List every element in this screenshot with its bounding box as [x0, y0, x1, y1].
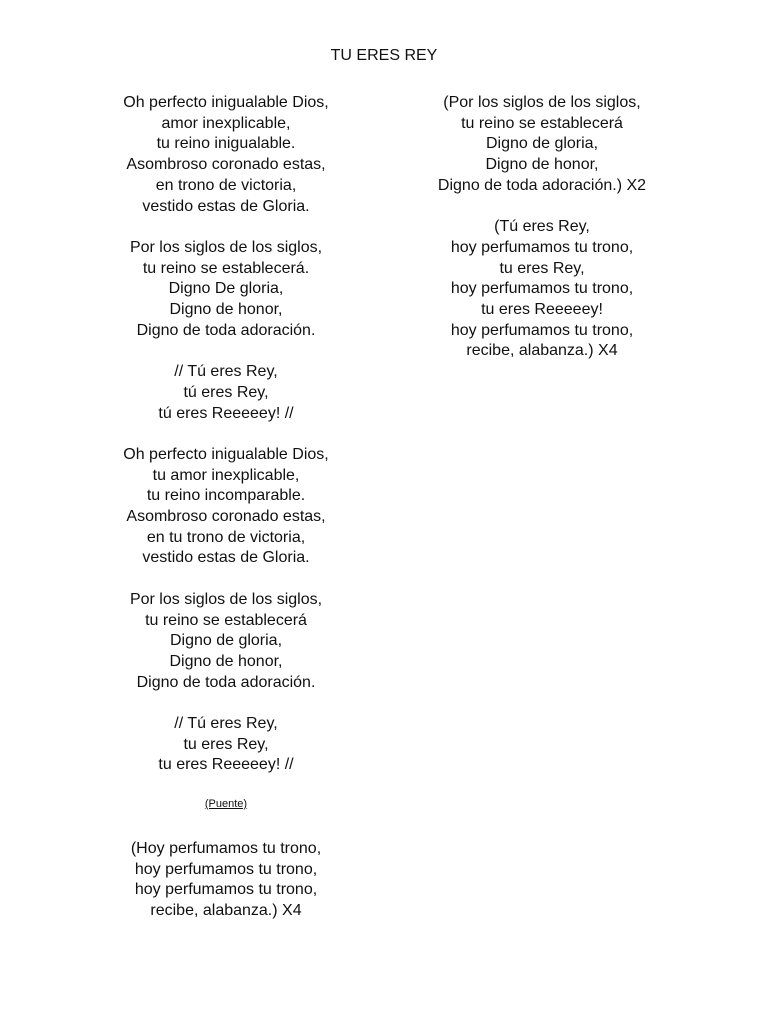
lyric-line: vestido estas de Gloria. — [142, 549, 310, 567]
stanza — [96, 238, 356, 342]
stanza — [96, 445, 356, 569]
stanza — [96, 714, 356, 776]
stanza — [96, 93, 356, 217]
lyric-line: vestido estas de Gloria. — [142, 197, 310, 215]
lyric-line: (Por los siglos de los siglos, — [443, 94, 641, 111]
lyric-line: tu amor inexplicable, — [152, 466, 300, 484]
bridge-label: (Puente) — [204, 797, 248, 810]
lyric-line: Digno de honor, — [169, 652, 283, 670]
lyric-line: recibe, alabanza.) X4 — [466, 342, 618, 360]
left-column — [96, 93, 356, 942]
lyric-line: Digno de honor, — [169, 301, 283, 319]
lyric-line: tu reino se establecerá — [145, 611, 307, 629]
lyric-line: recibe, alabanza.) X4 — [150, 901, 302, 919]
lyric-line: en tu trono de victoria, — [146, 528, 306, 546]
lyric-line: // Tú eres Rey, — [174, 363, 278, 381]
lyric-line: Oh perfecto inigualable Dios, — [123, 445, 329, 463]
lyric-line: Digno de gloria, — [169, 632, 283, 650]
stanza — [412, 217, 672, 362]
lyric-line: hoy perfumamos tu trono, — [450, 321, 634, 339]
lyric-line: Digno De gloria, — [168, 280, 284, 298]
lyric-line: hoy perfumamos tu trono, — [134, 881, 318, 899]
lyric-line: Asombroso coronado estas, — [126, 508, 326, 526]
lyric-line: tu reino inigualable. — [156, 135, 296, 153]
lyric-line: Oh perfecto inigualable Dios, — [123, 94, 329, 111]
bridge-stanza — [96, 839, 356, 922]
stanza — [96, 590, 356, 694]
lyric-line: tu reino se establecerá. — [142, 259, 310, 277]
lyric-line: Digno de gloria, — [485, 135, 599, 153]
lyric-line: // Tú eres Rey, — [174, 715, 278, 733]
lyric-line: Por los siglos de los siglos, — [129, 238, 323, 256]
lyric-line: Digno de toda adoración. — [136, 321, 316, 339]
lyric-line: Digno de toda adoración. — [136, 673, 316, 691]
lyric-line: tu reino incomparable. — [146, 487, 306, 505]
lyric-line: (Hoy perfumamos tu trono, — [130, 839, 322, 857]
lyric-line: hoy perfumamos tu trono, — [450, 280, 634, 298]
lyric-line: hoy perfumamos tu trono, — [450, 238, 634, 256]
lyric-line: tu reino se establecerá — [461, 114, 623, 132]
right-column — [412, 93, 672, 383]
lyric-line: tu eres Reeeeey! // — [158, 756, 294, 774]
lyric-line: amor inexplicable, — [161, 114, 291, 132]
lyric-line: hoy perfumamos tu trono, — [134, 860, 318, 878]
stanza — [96, 362, 356, 424]
lyric-line: Digno de honor, — [485, 156, 599, 174]
page-title: TU ERES REY — [330, 47, 438, 64]
stanza — [412, 93, 672, 197]
lyric-line: tu eres Reeeeey! — [481, 301, 603, 319]
lyric-line: tu eres Rey, — [499, 259, 585, 277]
lyric-line: en trono de victoria, — [155, 176, 297, 194]
lyric-line: tu eres Rey, — [183, 735, 269, 753]
lyric-line: tú eres Reeeeey! // — [158, 404, 294, 422]
lyric-line: Digno de toda adoración.) X2 — [437, 176, 647, 194]
lyric-line: (Tú eres Rey, — [494, 218, 590, 236]
lyric-line: Asombroso coronado estas, — [126, 156, 326, 174]
lyric-line: tú eres Rey, — [183, 383, 269, 401]
lyric-line: Por los siglos de los siglos, — [129, 590, 323, 608]
